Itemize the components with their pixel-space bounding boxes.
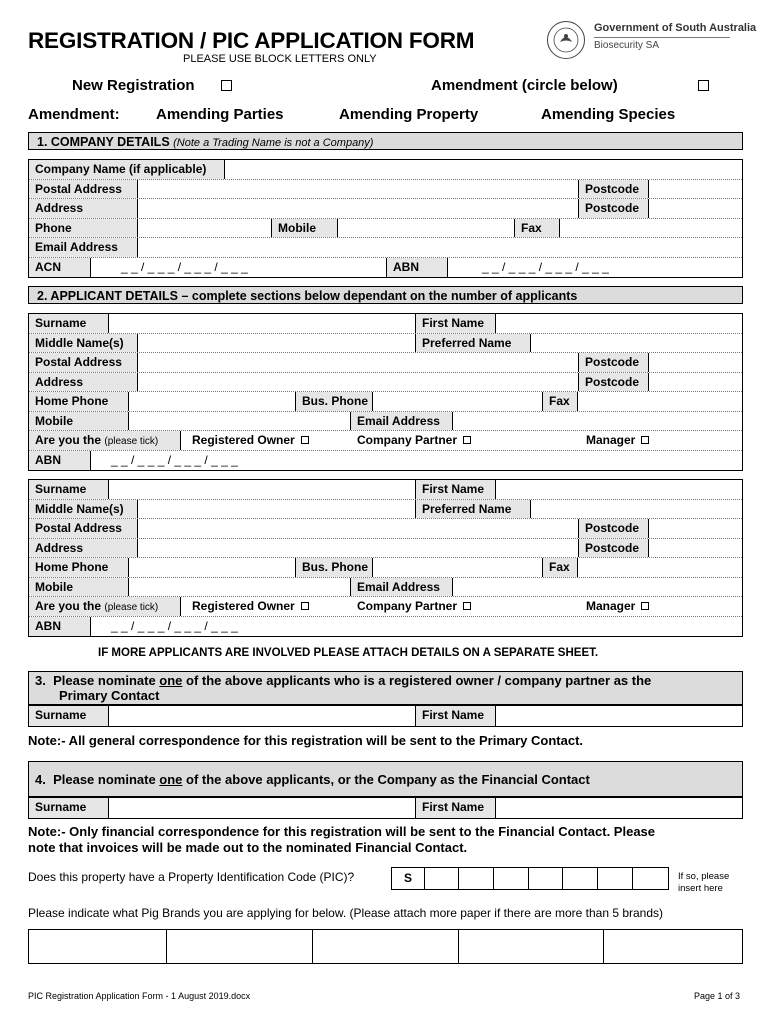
pic-char-8[interactable] xyxy=(633,868,668,889)
pic-char-4[interactable] xyxy=(494,868,529,889)
please-tick-text: (please tick) xyxy=(104,602,159,613)
manager-checkbox[interactable] xyxy=(641,602,649,610)
section1-heading xyxy=(28,132,743,150)
form-subtitle: PLEASE USE BLOCK LETTERS ONLY xyxy=(183,53,377,65)
section3-heading-post: of the above applicants who is a registered owner / company partner as the xyxy=(182,673,652,688)
company-fax-field[interactable] xyxy=(560,219,742,238)
company-phone-label: Phone xyxy=(29,219,138,238)
home-phone-label: Home Phone xyxy=(29,558,129,577)
bus-phone-field[interactable] xyxy=(373,558,542,577)
section3-num: 3. xyxy=(35,673,46,688)
email-label: Email Address xyxy=(350,412,453,431)
manager-label: Manager xyxy=(586,599,636,613)
footer-document-name: PIC Registration Application Form - 1 August 2019.docx xyxy=(28,991,251,1001)
middle-names-field[interactable] xyxy=(138,334,415,353)
company-name-label: Company Name (if applicable) xyxy=(29,160,225,179)
postal-address-label: Postal Address xyxy=(29,519,138,538)
mobile-field[interactable] xyxy=(129,578,350,597)
postcode-field[interactable] xyxy=(649,373,742,392)
fax-label: Fax xyxy=(542,392,578,411)
pic-char-6[interactable] xyxy=(563,868,598,889)
postcode-field[interactable] xyxy=(649,539,742,558)
preferred-name-label: Preferred Name xyxy=(415,500,531,519)
pic-hint xyxy=(678,871,729,895)
company-fax-label: Fax xyxy=(514,219,560,238)
company-partner-checkbox[interactable] xyxy=(463,436,471,444)
form-title: REGISTRATION / PIC APPLICATION FORM xyxy=(28,28,475,53)
acn-field[interactable]: _ _ / _ _ _ / _ _ _ / _ _ _ xyxy=(121,259,248,274)
section1-title: 1. COMPANY DETAILS xyxy=(37,135,170,149)
company-postcode-label: Postcode xyxy=(578,199,649,218)
section3-heading-one: one xyxy=(159,673,183,688)
section3-heading-line2: Primary Contact xyxy=(59,688,160,703)
financial-first-name-field[interactable] xyxy=(496,798,742,818)
registered-owner-label: Registered Owner xyxy=(192,433,295,447)
first-name-label: First Name xyxy=(415,480,496,499)
acn-label: ACN xyxy=(29,258,91,278)
manager-label: Manager xyxy=(586,433,636,447)
postcode-label: Postcode xyxy=(578,373,649,392)
pic-char-7[interactable] xyxy=(598,868,633,889)
home-phone-field[interactable] xyxy=(129,392,295,411)
pig-brands-table xyxy=(28,929,743,964)
financial-contact-note xyxy=(28,824,655,856)
pic-char-3[interactable] xyxy=(459,868,494,889)
company-postal-address-label: Postal Address xyxy=(29,180,138,199)
company-address-label: Address xyxy=(29,199,138,218)
registered-owner-label: Registered Owner xyxy=(192,599,295,613)
brand-cell-1[interactable] xyxy=(29,930,167,963)
company-details-table xyxy=(28,159,743,278)
company-email-field[interactable] xyxy=(138,238,742,257)
company-postcode-field[interactable] xyxy=(649,199,742,218)
amendment-label: Amendment: xyxy=(28,106,120,123)
section1-note: (Note a Trading Name is not a Company) xyxy=(173,137,374,149)
abn-label: ABN xyxy=(386,258,448,278)
bus-phone-label: Bus. Phone xyxy=(295,392,373,411)
first-name-field[interactable] xyxy=(496,314,742,333)
company-partner-option[interactable] xyxy=(351,597,521,616)
company-postal-postcode-label: Postcode xyxy=(578,180,649,199)
mobile-label: Mobile xyxy=(29,412,129,431)
section4-heading-pre: Please nominate xyxy=(53,772,160,787)
section4-heading-one: one xyxy=(159,772,183,787)
pic-char-2[interactable] xyxy=(425,868,459,889)
new-registration-label: New Registration xyxy=(72,77,195,94)
address-field[interactable] xyxy=(138,539,578,558)
email-field[interactable] xyxy=(453,412,742,431)
company-postal-postcode-field[interactable] xyxy=(649,180,742,199)
preferred-name-field[interactable] xyxy=(531,500,742,519)
brand-cell-5[interactable] xyxy=(604,930,742,963)
gov-divider xyxy=(594,37,730,38)
brand-cell-3[interactable] xyxy=(313,930,459,963)
gov-dept: Biosecurity SA xyxy=(594,40,660,51)
middle-names-label: Middle Name(s) xyxy=(29,500,138,519)
financial-note-line2: note that invoices will be made out to the nominated Financial Contact. xyxy=(28,840,468,855)
primary-first-name-label: First Name xyxy=(415,706,496,726)
company-partner-label: Company Partner xyxy=(357,433,458,447)
applicant-abn-label: ABN xyxy=(29,451,91,471)
are-you-label xyxy=(29,597,181,616)
middle-names-label: Middle Name(s) xyxy=(29,334,138,353)
preferred-name-label: Preferred Name xyxy=(415,334,531,353)
section4-num: 4. xyxy=(35,772,46,787)
manager-option[interactable] xyxy=(580,597,690,616)
company-phone-field[interactable] xyxy=(138,219,271,238)
section3-heading-pre: Please nominate xyxy=(53,673,160,688)
section2-heading: 2. APPLICANT DETAILS – complete sections below dependant on the number of applicants xyxy=(28,286,743,304)
bus-phone-label: Bus. Phone xyxy=(295,558,373,577)
footer-page-number: Page 1 of 3 xyxy=(694,991,741,1001)
email-field[interactable] xyxy=(453,578,742,597)
registered-owner-option[interactable] xyxy=(186,597,356,616)
primary-contact-note: Note:- All general correspondence for this registration will be sent to the Primary Contact. xyxy=(28,733,584,748)
company-email-label: Email Address xyxy=(29,238,138,257)
are-you-label xyxy=(29,431,181,450)
financial-first-name-label: First Name xyxy=(415,798,496,818)
primary-first-name-field[interactable] xyxy=(496,706,742,726)
brand-cell-4[interactable] xyxy=(459,930,604,963)
pic-hint-line2: insert here xyxy=(678,883,723,894)
brands-instruction: Please indicate what Pig Brands you are applying for below. (Please attach more paper if there are more than 5 brands) xyxy=(28,906,664,920)
registered-owner-checkbox[interactable] xyxy=(301,436,309,444)
preferred-name-field[interactable] xyxy=(531,334,742,353)
postal-postcode-field[interactable] xyxy=(649,353,742,372)
postal-address-label: Postal Address xyxy=(29,353,138,372)
address-label: Address xyxy=(29,373,138,392)
home-phone-label: Home Phone xyxy=(29,392,129,411)
amendment-circle-label: Amendment (circle below) xyxy=(431,77,618,94)
amendment-checkbox[interactable] xyxy=(698,80,709,91)
gov-name: Government of South Australia xyxy=(594,22,757,34)
amend-property-option[interactable]: Amending Property xyxy=(339,106,479,123)
postal-address-field[interactable] xyxy=(138,353,578,372)
applicant-abn-field[interactable]: _ _ / _ _ _ / _ _ _ / _ _ _ xyxy=(111,618,238,633)
postcode-label: Postcode xyxy=(578,539,649,558)
fax-field[interactable] xyxy=(578,558,742,577)
surname-label: Surname xyxy=(29,480,109,499)
address-label: Address xyxy=(29,539,138,558)
amend-parties-option[interactable]: Amending Parties xyxy=(156,106,284,123)
company-partner-checkbox[interactable] xyxy=(463,602,471,610)
applicant-abn-label: ABN xyxy=(29,617,91,637)
company-mobile-field[interactable] xyxy=(338,219,514,238)
bus-phone-field[interactable] xyxy=(373,392,542,411)
applicant-1-table xyxy=(28,313,743,471)
manager-checkbox[interactable] xyxy=(641,436,649,444)
middle-names-field[interactable] xyxy=(138,500,415,519)
company-name-field[interactable] xyxy=(225,160,742,179)
postal-postcode-field[interactable] xyxy=(649,519,742,538)
pic-char-1: S xyxy=(392,868,425,889)
abn-field[interactable]: _ _ / _ _ _ / _ _ _ / _ _ _ xyxy=(482,259,609,274)
fax-field[interactable] xyxy=(578,392,742,411)
are-you-text: Are you the xyxy=(35,433,102,447)
financial-surname-label: Surname xyxy=(29,798,109,818)
primary-surname-field[interactable] xyxy=(109,706,415,726)
applicant-2-table xyxy=(28,479,743,637)
mobile-field[interactable] xyxy=(129,412,350,431)
new-registration-checkbox[interactable] xyxy=(221,80,232,91)
manager-option[interactable] xyxy=(580,431,690,450)
surname-field[interactable] xyxy=(109,480,415,499)
financial-surname-field[interactable] xyxy=(109,798,415,818)
section4-heading-post: of the above applicants, or the Company as the Financial Contact xyxy=(182,772,590,787)
first-name-field[interactable] xyxy=(496,480,742,499)
address-field[interactable] xyxy=(138,373,578,392)
registered-owner-checkbox[interactable] xyxy=(301,602,309,610)
first-name-label: First Name xyxy=(415,314,496,333)
surname-field[interactable] xyxy=(109,314,415,333)
amend-species-option[interactable]: Amending Species xyxy=(541,106,676,123)
pic-char-5[interactable] xyxy=(529,868,563,889)
registered-owner-option[interactable] xyxy=(186,431,356,450)
postal-address-field[interactable] xyxy=(138,519,578,538)
postal-postcode-label: Postcode xyxy=(578,519,649,538)
financial-note-line1: Note:- Only financial correspondence for this registration will be sent to the Financial Contact. Please xyxy=(28,824,656,839)
pic-hint-line1: If so, please xyxy=(678,871,730,882)
company-partner-label: Company Partner xyxy=(357,599,458,613)
fax-label: Fax xyxy=(542,558,578,577)
financial-contact-table xyxy=(28,797,743,819)
more-applicants-notice: IF MORE APPLICANTS ARE INVOLVED PLEASE ATTACH DETAILS ON A SEPARATE SHEET. xyxy=(98,647,599,659)
surname-label: Surname xyxy=(29,314,109,333)
brand-cell-2[interactable] xyxy=(167,930,313,963)
are-you-text: Are you the xyxy=(35,599,102,613)
email-label: Email Address xyxy=(350,578,453,597)
mobile-label: Mobile xyxy=(29,578,129,597)
primary-contact-table xyxy=(28,705,743,727)
pic-question: Does this property have a Property Identification Code (PIC)? xyxy=(28,870,355,884)
pic-input-boxes[interactable] xyxy=(391,867,669,890)
please-tick-text: (please tick) xyxy=(104,436,159,447)
primary-surname-label: Surname xyxy=(29,706,109,726)
section4-heading xyxy=(28,761,743,797)
company-partner-option[interactable] xyxy=(351,431,521,450)
company-postal-address-field[interactable] xyxy=(138,180,578,199)
company-address-field[interactable] xyxy=(138,199,578,218)
sa-government-seal-icon xyxy=(546,20,586,60)
applicant-abn-field[interactable]: _ _ / _ _ _ / _ _ _ / _ _ _ xyxy=(111,452,238,467)
company-mobile-label: Mobile xyxy=(271,219,338,238)
postal-postcode-label: Postcode xyxy=(578,353,649,372)
home-phone-field[interactable] xyxy=(129,558,295,577)
section3-heading xyxy=(28,671,743,705)
